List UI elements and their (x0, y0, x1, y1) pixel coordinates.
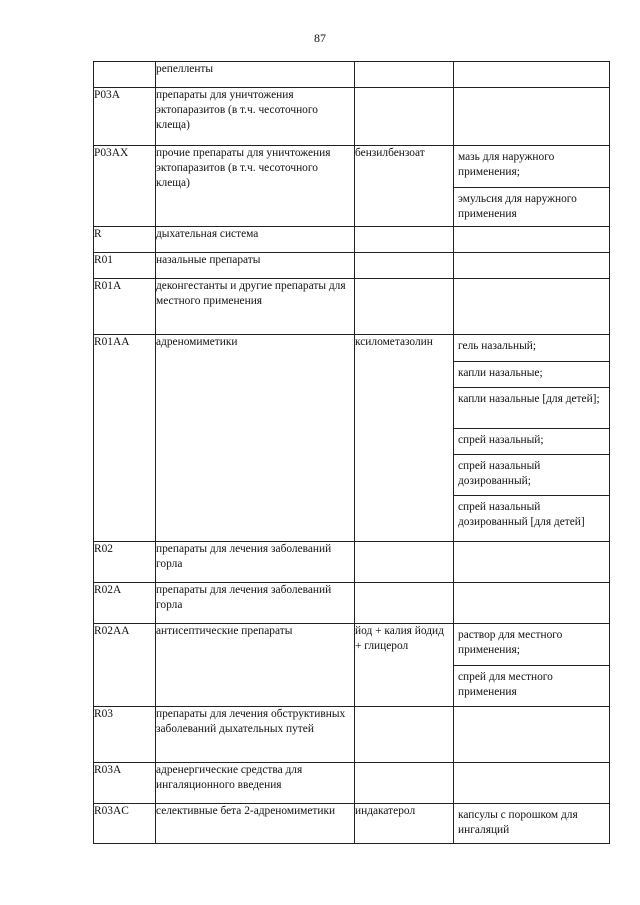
substance-cell (355, 253, 454, 279)
page-number: 87 (314, 31, 326, 45)
dosage-form-item: спрей назальный дозированный; (454, 454, 609, 495)
dosage-forms-cell (454, 542, 610, 583)
table-row (94, 335, 610, 542)
table-row (94, 146, 610, 227)
substance-cell (355, 763, 454, 804)
dosage-forms-cell (454, 763, 610, 804)
substance-cell (355, 227, 454, 253)
atc-name-cell: антисептические препараты (156, 624, 355, 707)
atc-name-cell: адренергические средства для ингаляционного введения (156, 763, 355, 804)
substance-cell: бензилбензоат (355, 146, 454, 227)
dosage-forms-cell (454, 707, 610, 763)
atc-name-cell: селективные бета 2-адреномиметики (156, 804, 355, 844)
drug-table (93, 61, 610, 844)
dosage-form-item: эмульсия для наружного применения (454, 187, 609, 226)
atc-name-cell: прочие препараты для уничтожения эктопаразитов (в т.ч. чесоточного клеща) (156, 146, 355, 227)
substance-cell (355, 279, 454, 335)
atc-code-cell: R (94, 227, 156, 253)
table-row (94, 279, 610, 335)
atc-name-cell: препараты для лечения заболеваний горла (156, 583, 355, 624)
dosage-forms-cell (454, 279, 610, 335)
table-row (94, 707, 610, 763)
dosage-forms-cell (454, 335, 610, 542)
atc-name-cell: препараты для уничтожения эктопаразитов (в т.ч. чесоточного клеща) (156, 88, 355, 146)
dosage-form-item: мазь для наружного применения; (458, 151, 555, 178)
substance-cell (355, 583, 454, 624)
atc-name-cell: деконгестанты и другие препараты для местного применения (156, 279, 355, 335)
substance-cell (355, 88, 454, 146)
dosage-form-item: спрей назальный; (454, 428, 609, 454)
table-row (94, 763, 610, 804)
dosage-forms-cell (454, 583, 610, 624)
dosage-form-item: капли назальные; (454, 361, 609, 387)
table-row (94, 88, 610, 146)
dosage-forms-cell (454, 227, 610, 253)
table-row (94, 583, 610, 624)
atc-code-cell: R01 (94, 253, 156, 279)
dosage-forms-cell (454, 253, 610, 279)
substance-cell (355, 542, 454, 583)
atc-code-cell: P03A (94, 88, 156, 146)
atc-code-cell: R02A (94, 583, 156, 624)
atc-code-cell (94, 62, 156, 88)
atc-name-cell: препараты для лечения обструктивных заболеваний дыхательных путей (156, 707, 355, 763)
dosage-forms-cell (454, 804, 610, 844)
dosage-form-item: спрей назальный дозированный [для детей] (454, 495, 609, 541)
atc-code-cell: R03 (94, 707, 156, 763)
atc-name-cell: назальные препараты (156, 253, 355, 279)
substance-cell (355, 707, 454, 763)
dosage-form-item: раствор для местного применения; (458, 629, 563, 656)
table-row (94, 804, 610, 844)
dosage-forms-cell (454, 624, 610, 707)
substance-cell: йод + калия йодид + глицерол (355, 624, 454, 707)
substance-cell: индакатерол (355, 804, 454, 844)
substance-cell (355, 62, 454, 88)
dosage-form-item: спрей для местного применения (454, 665, 609, 706)
atc-code-cell: R02AA (94, 624, 156, 707)
dosage-forms-cell (454, 146, 610, 227)
drug-table-body (94, 62, 610, 844)
atc-code-cell: R01AA (94, 335, 156, 542)
table-row (94, 227, 610, 253)
atc-code-cell: R03A (94, 763, 156, 804)
table-row (94, 542, 610, 583)
atc-name-cell: дыхательная система (156, 227, 355, 253)
dosage-form-item: гель назальный; (458, 340, 536, 352)
atc-code-cell: R03AC (94, 804, 156, 844)
dosage-forms-cell (454, 88, 610, 146)
dosage-form-item: капли назальные [для детей]; (454, 387, 609, 428)
atc-name-cell: репелленты (156, 62, 355, 88)
dosage-forms-cell (454, 62, 610, 88)
atc-code-cell: R01A (94, 279, 156, 335)
table-row (94, 253, 610, 279)
atc-code-cell: R02 (94, 542, 156, 583)
table-row (94, 62, 610, 88)
atc-name-cell: адреномиметики (156, 335, 355, 542)
table-row (94, 624, 610, 707)
substance-cell: ксилометазолин (355, 335, 454, 542)
atc-name-cell: препараты для лечения заболеваний горла (156, 542, 355, 583)
dosage-form-item: капсулы с порошком для ингаляций (458, 809, 578, 836)
atc-code-cell: P03AX (94, 146, 156, 227)
